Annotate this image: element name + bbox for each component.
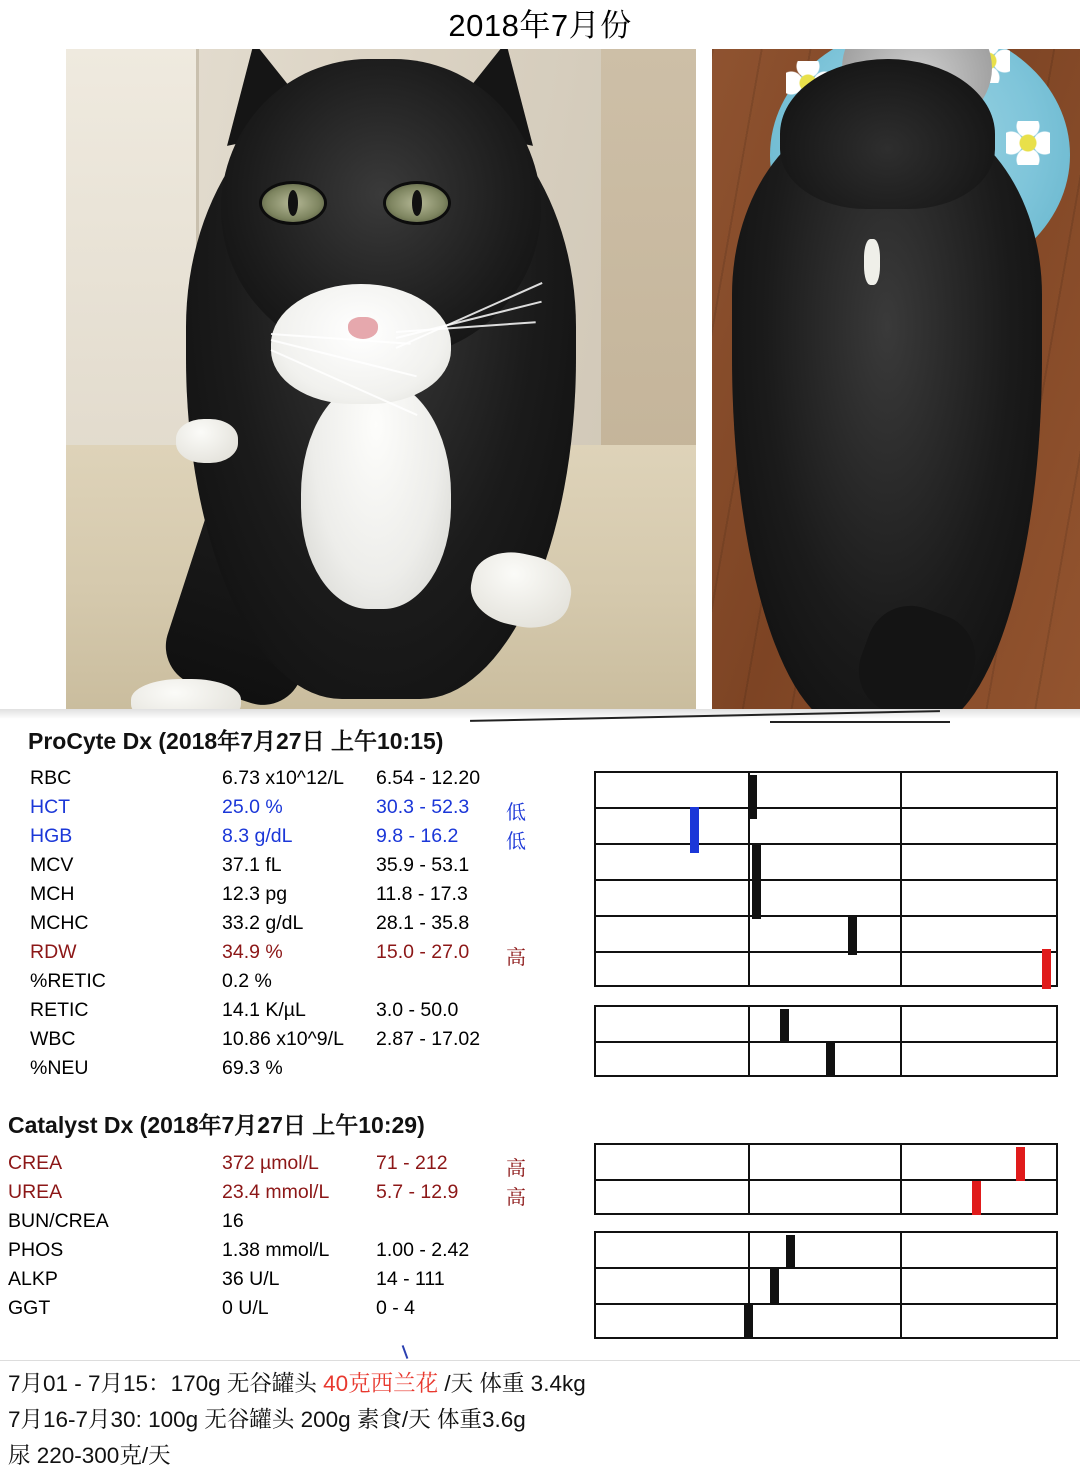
- result-marker-high: [1042, 949, 1051, 989]
- result-marker: [786, 1235, 795, 1269]
- analyte-range: 5.7 - 12.9: [376, 1181, 459, 1203]
- analyte-value: 16: [222, 1210, 244, 1232]
- cat-white-mark: [864, 239, 880, 285]
- note-text: /天 体重 3.4kg: [438, 1371, 586, 1396]
- analyte-name: MCV: [30, 854, 74, 876]
- analyte-range: 30.3 - 52.3: [376, 796, 470, 818]
- note-line-2: [8, 1402, 1072, 1438]
- analyte-range: 1.00 - 2.42: [376, 1239, 470, 1261]
- report-scan-artifact: [770, 721, 950, 723]
- procyte-graph-grid-upper: [594, 771, 1058, 987]
- report-ink-mark: [402, 1345, 409, 1359]
- cat-pupil-right: [412, 190, 422, 216]
- result-marker: [748, 775, 757, 819]
- catalyst-graph-grid-lower: [594, 1231, 1058, 1339]
- analyte-name: HGB: [30, 825, 73, 847]
- cat-muzzle: [271, 284, 451, 404]
- analyte-name: UREA: [8, 1181, 63, 1203]
- analyte-value: 69.3 %: [222, 1057, 283, 1079]
- analyte-flag: 高: [506, 947, 526, 969]
- analyte-range: 71 - 212: [376, 1152, 448, 1174]
- note-line-1: [8, 1366, 1072, 1402]
- note-text: 7月01 - 7月15：170g 无谷罐头: [8, 1371, 324, 1396]
- analyte-range: 2.87 - 17.02: [376, 1028, 481, 1050]
- photo-wall-panel: [66, 49, 199, 458]
- cat-photo-top: [712, 49, 1080, 709]
- cat-pupil-left: [288, 190, 298, 216]
- analyte-value: 12.3 pg: [222, 883, 288, 905]
- analyte-value: 33.2 g/dL: [222, 912, 304, 934]
- analyte-name: MCHC: [30, 912, 89, 934]
- analyte-value: 8.3 g/dL: [222, 825, 293, 847]
- result-marker: [848, 915, 857, 955]
- result-marker: [770, 1269, 779, 1303]
- analyte-range: 28.1 - 35.8: [376, 912, 470, 934]
- analyte-name: ALKP: [8, 1268, 58, 1290]
- lab-report: [0, 709, 1080, 1389]
- analyte-name: BUN/CREA: [8, 1210, 109, 1232]
- cat-photo-front: [66, 49, 696, 709]
- analyte-range: 15.0 - 27.0: [376, 941, 470, 963]
- analyte-range: 35.9 - 53.1: [376, 854, 470, 876]
- analyte-value: 6.73 x10^12/L: [222, 767, 344, 789]
- result-marker: [744, 1305, 753, 1339]
- result-marker: [780, 1009, 789, 1043]
- cat-chest-fur: [301, 379, 451, 609]
- analyte-flag: 高: [506, 1187, 526, 1209]
- analyte-name: RETIC: [30, 999, 89, 1021]
- analyte-range: 0 - 4: [376, 1297, 416, 1319]
- bowl-flower: [1006, 121, 1050, 165]
- analyte-range: 3.0 - 50.0: [376, 999, 459, 1021]
- analyte-name: RBC: [30, 767, 72, 789]
- result-marker-high: [1016, 1147, 1025, 1181]
- catalyst-graph-grid-upper: [594, 1143, 1058, 1215]
- analyte-value: 0.2 %: [222, 970, 272, 992]
- analyte-range: 14 - 111: [376, 1268, 445, 1290]
- note-highlight: 40克西兰花: [323, 1371, 439, 1396]
- note-text: 7月16-7月30: 100g 无谷罐头 200g 素食/天 体重3.6g: [8, 1407, 526, 1432]
- analyte-flag: 高: [506, 1158, 526, 1180]
- analyte-flag: 低: [506, 831, 526, 853]
- diet-notes: [0, 1360, 1080, 1484]
- analyte-value: 10.86 x10^9/L: [222, 1028, 344, 1050]
- analyte-range: 11.8 - 17.3: [376, 883, 468, 905]
- analyte-name: PHOS: [8, 1239, 64, 1261]
- analyte-name: WBC: [30, 1028, 76, 1050]
- cat-paw: [131, 679, 241, 709]
- analyte-value: 25.0 %: [222, 796, 283, 818]
- analyte-value: 37.1 fL: [222, 854, 282, 876]
- analyte-name: %NEU: [30, 1057, 89, 1079]
- photo-row: [0, 49, 1080, 709]
- analyte-value: 36 U/L: [222, 1268, 280, 1290]
- result-marker-high: [972, 1181, 981, 1215]
- analyte-value: 14.1 K/µL: [222, 999, 306, 1021]
- procyte-heading: ProCyte Dx (2018年7月27日 上午10:15): [28, 728, 444, 754]
- cat-nose: [348, 317, 378, 339]
- analyte-value: 372 µmol/L: [222, 1152, 319, 1174]
- analyte-range: 9.8 - 16.2: [376, 825, 459, 847]
- catalyst-heading: Catalyst Dx (2018年7月27日 上午10:29): [8, 1112, 425, 1138]
- cat-eye-left: [262, 184, 324, 222]
- analyte-value: 0 U/L: [222, 1297, 269, 1319]
- result-marker: [752, 877, 761, 919]
- analyte-name: %RETIC: [30, 970, 106, 992]
- analyte-name: GGT: [8, 1297, 51, 1319]
- analyte-value: 23.4 mmol/L: [222, 1181, 330, 1203]
- analyte-name: RDW: [30, 941, 77, 963]
- cat-eye-right: [386, 184, 448, 222]
- note-line-3: [8, 1438, 1072, 1474]
- analyte-name: CREA: [8, 1152, 63, 1174]
- analyte-name: HCT: [30, 796, 71, 818]
- note-text: 尿 220-300克/天: [8, 1443, 171, 1468]
- analyte-value: 34.9 %: [222, 941, 283, 963]
- result-marker-low: [690, 807, 699, 853]
- analyte-range: 6.54 - 12.20: [376, 767, 481, 789]
- analyte-value: 1.38 mmol/L: [222, 1239, 330, 1261]
- result-marker: [826, 1043, 835, 1077]
- analyte-name: MCH: [30, 883, 75, 905]
- cat-paw: [176, 419, 238, 463]
- page-title: 2018年7月份: [448, 8, 632, 43]
- analyte-flag: 低: [506, 802, 526, 824]
- cat-head-top: [780, 59, 995, 209]
- notes-divider: [0, 1360, 1080, 1361]
